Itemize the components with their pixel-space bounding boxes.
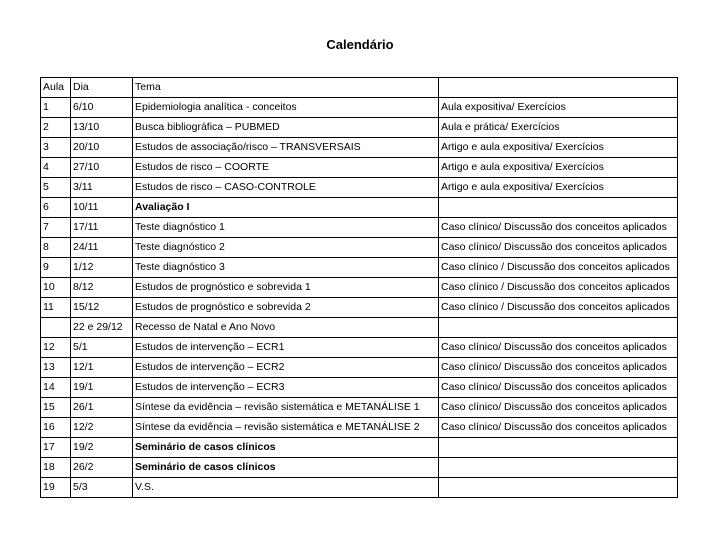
- table-row: [41, 478, 678, 498]
- cell-aula: 14: [41, 378, 71, 398]
- cell-tipo: Artigo e aula expositiva/ Exercícios: [439, 158, 678, 178]
- cell-tema: V.S.: [133, 478, 439, 498]
- cell-aula: 19: [41, 478, 71, 498]
- cell-dia: 22 e 29/12: [71, 318, 133, 338]
- cell-aula: 5: [41, 178, 71, 198]
- cell-aula: 12: [41, 338, 71, 358]
- header-aula: Aula: [41, 78, 71, 98]
- cell-tipo: Artigo e aula expositiva/ Exercícios: [439, 138, 678, 158]
- table-row: [41, 178, 678, 198]
- table-row: [41, 278, 678, 298]
- cell-tipo: Caso clínico / Discussão dos conceitos aplicados: [439, 278, 678, 298]
- calendar-table: [40, 77, 678, 498]
- table-row: [41, 318, 678, 338]
- cell-aula: 10: [41, 278, 71, 298]
- table-row: [41, 238, 678, 258]
- table-row: [41, 458, 678, 478]
- cell-tema: Síntese da evidência – revisão sistemática e METANÁLISE 2: [133, 418, 439, 438]
- table-row: [41, 378, 678, 398]
- cell-tema: Estudos de intervenção – ECR3: [133, 378, 439, 398]
- cell-tema: Recesso de Natal e Ano Novo: [133, 318, 439, 338]
- cell-aula: 16: [41, 418, 71, 438]
- cell-tipo: Aula e prática/ Exercícios: [439, 118, 678, 138]
- cell-dia: 26/1: [71, 398, 133, 418]
- cell-dia: 24/11: [71, 238, 133, 258]
- table-row: [41, 218, 678, 238]
- cell-dia: 19/2: [71, 438, 133, 458]
- cell-tipo: Artigo e aula expositiva/ Exercícios: [439, 178, 678, 198]
- cell-aula: 17: [41, 438, 71, 458]
- cell-tema: Estudos de risco – COORTE: [133, 158, 439, 178]
- cell-tipo: [439, 458, 678, 478]
- cell-tema: Síntese da evidência – revisão sistemática e METANÁLISE 1: [133, 398, 439, 418]
- cell-tema: Estudos de prognóstico e sobrevida 2: [133, 298, 439, 318]
- table-row: [41, 198, 678, 218]
- cell-tema: Teste diagnóstico 3: [133, 258, 439, 278]
- table-row: [41, 358, 678, 378]
- cell-aula: 1: [41, 98, 71, 118]
- cell-aula: 8: [41, 238, 71, 258]
- cell-dia: 26/2: [71, 458, 133, 478]
- cell-tema: Estudos de risco – CASO-CONTROLE: [133, 178, 439, 198]
- cell-dia: 5/3: [71, 478, 133, 498]
- table-row: [41, 98, 678, 118]
- table-row: [41, 398, 678, 418]
- cell-aula: 18: [41, 458, 71, 478]
- cell-dia: 3/11: [71, 178, 133, 198]
- cell-dia: 5/1: [71, 338, 133, 358]
- cell-aula: 15: [41, 398, 71, 418]
- cell-tema: Epidemiologia analítica - conceitos: [133, 98, 439, 118]
- cell-tipo: [439, 438, 678, 458]
- cell-tema: Avaliação I: [133, 198, 439, 218]
- cell-tipo: [439, 318, 678, 338]
- cell-dia: 15/12: [71, 298, 133, 318]
- header-tipo: [439, 78, 678, 98]
- header-tema: Tema: [133, 78, 439, 98]
- cell-tema: Estudos de associação/risco – TRANSVERSAIS: [133, 138, 439, 158]
- cell-dia: 19/1: [71, 378, 133, 398]
- cell-aula: [41, 318, 71, 338]
- cell-tema: Seminário de casos clínicos: [133, 438, 439, 458]
- cell-dia: 8/12: [71, 278, 133, 298]
- cell-tipo: Caso clínico/ Discussão dos conceitos aplicados: [439, 378, 678, 398]
- cell-dia: 10/11: [71, 198, 133, 218]
- cell-tipo: [439, 478, 678, 498]
- cell-dia: 27/10: [71, 158, 133, 178]
- cell-tipo: Caso clínico/ Discussão dos conceitos aplicados: [439, 418, 678, 438]
- table-row: [41, 118, 678, 138]
- cell-tema: Estudos de intervenção – ECR2: [133, 358, 439, 378]
- cell-dia: 20/10: [71, 138, 133, 158]
- table-row: [41, 438, 678, 458]
- cell-dia: 12/1: [71, 358, 133, 378]
- cell-aula: 4: [41, 158, 71, 178]
- table-row: [41, 338, 678, 358]
- cell-tipo: Caso clínico/ Discussão dos conceitos aplicados: [439, 398, 678, 418]
- cell-tema: Teste diagnóstico 1: [133, 218, 439, 238]
- cell-aula: 6: [41, 198, 71, 218]
- cell-tema: Teste diagnóstico 2: [133, 238, 439, 258]
- cell-tema: Estudos de intervenção – ECR1: [133, 338, 439, 358]
- cell-tipo: Caso clínico/ Discussão dos conceitos aplicados: [439, 338, 678, 358]
- table-row: [41, 418, 678, 438]
- table-header-row: [41, 78, 678, 98]
- cell-tipo: Caso clínico / Discussão dos conceitos aplicados: [439, 298, 678, 318]
- table-row: [41, 138, 678, 158]
- header-dia: Dia: [71, 78, 133, 98]
- cell-dia: 12/2: [71, 418, 133, 438]
- cell-aula: 7: [41, 218, 71, 238]
- cell-tipo: Caso clínico/ Discussão dos conceitos aplicados: [439, 218, 678, 238]
- cell-dia: 13/10: [71, 118, 133, 138]
- cell-aula: 2: [41, 118, 71, 138]
- cell-dia: 17/11: [71, 218, 133, 238]
- cell-tipo: [439, 198, 678, 218]
- table-row: [41, 158, 678, 178]
- cell-dia: 6/10: [71, 98, 133, 118]
- cell-tipo: Caso clínico / Discussão dos conceitos aplicados: [439, 258, 678, 278]
- cell-tema: Seminário de casos clínicos: [133, 458, 439, 478]
- cell-tipo: Aula expositiva/ Exercícios: [439, 98, 678, 118]
- cell-aula: 11: [41, 298, 71, 318]
- table-row: [41, 298, 678, 318]
- cell-aula: 13: [41, 358, 71, 378]
- cell-aula: 9: [41, 258, 71, 278]
- cell-aula: 3: [41, 138, 71, 158]
- cell-tipo: Caso clínico/ Discussão dos conceitos aplicados: [439, 238, 678, 258]
- cell-tema: Busca bibliográfica – PUBMED: [133, 118, 439, 138]
- table-row: [41, 258, 678, 278]
- cell-dia: 1/12: [71, 258, 133, 278]
- page-title: Calendário: [326, 37, 394, 52]
- cell-tema: Estudos de prognóstico e sobrevida 1: [133, 278, 439, 298]
- cell-tipo: Caso clínico/ Discussão dos conceitos aplicados: [439, 358, 678, 378]
